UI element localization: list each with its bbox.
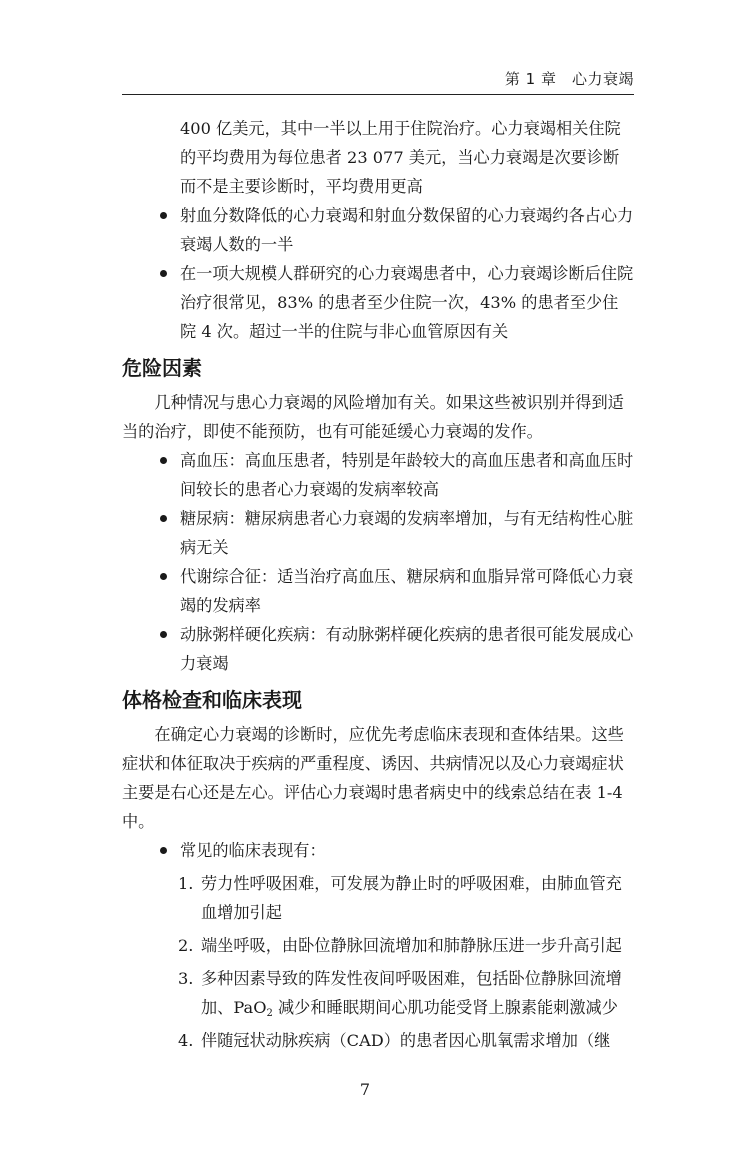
- item-text: 劳力性呼吸困难，可发展为静止时的呼吸困难，由肺血管充血增加引起: [201, 874, 622, 922]
- continued-bullet-text: 400 亿美元，其中一半以上用于住院治疗。心力衰竭相关住院的平均费用为每位患者 23 077 美元，当心力衰竭是次要诊断而不是主要诊断时，平均费用更高: [180, 119, 621, 196]
- bullet-icon: [160, 631, 167, 638]
- list-item: [122, 620, 634, 678]
- list-item: [122, 446, 634, 504]
- item-number: 4.: [178, 1031, 194, 1050]
- list-item-text: 常见的临床表现有：: [180, 841, 326, 860]
- running-header: [122, 64, 634, 95]
- list-item-text: 动脉粥样硬化疾病：有动脉粥样硬化疾病的患者很可能发展成心力衰竭: [180, 625, 634, 673]
- numbered-item: [122, 869, 634, 927]
- bullet-icon: [160, 847, 167, 854]
- list-item-text: 在一项大规模人群研究的心力衰竭患者中，心力衰竭诊断后住院治疗很常见，83% 的患者至少住院一次，43% 的患者至少住院 4 次。超过一半的住院与非心血管原因有关: [180, 264, 634, 341]
- list-item-text: 糖尿病：糖尿病患者心力衰竭的发病率增加，与有无结构性心脏病无关: [180, 509, 634, 557]
- risk-paragraph: 几种情况与患心力衰竭的风险增加有关。如果这些被识别并得到适当的治疗，即使不能预防，也有可能延缓心力衰竭的发作。: [122, 393, 624, 441]
- item-number: 1.: [178, 874, 194, 893]
- risk-bullet-list: [122, 446, 634, 678]
- section-heading-physical-exam: 体格检查和临床表现: [122, 688, 302, 712]
- intro-bullet-list: [122, 201, 634, 346]
- exam-paragraph: 在确定心力衰竭的诊断时，应优先考虑临床表现和查体结果。这些症状和体征取决于疾病的严重程度、诱因、共病情况以及心力衰竭症状主要是右心还是左心。评估心力衰竭时患者病史中的线索总结在表 1-4 中。: [122, 725, 624, 831]
- exam-bullet-list: [122, 836, 634, 865]
- list-item: [122, 562, 634, 620]
- bullet-icon: [160, 270, 167, 277]
- item-text: 伴随冠状动脉疾病（CAD）的患者因心肌氧需求增加（继: [201, 1031, 611, 1050]
- list-item: [122, 836, 634, 865]
- bullet-icon: [160, 457, 167, 464]
- page-number: 7: [359, 1080, 371, 1099]
- item-number: 2.: [178, 936, 194, 955]
- list-item-text: 射血分数降低的心力衰竭和射血分数保留的心力衰竭约各占心力衰竭人数的一半: [180, 206, 634, 254]
- item-text-post: 减少和睡眠期间心肌功能受肾上腺素能刺激减少: [272, 998, 618, 1017]
- item-text: 端坐呼吸，由卧位静脉回流增加和肺静脉压进一步升高引起: [201, 936, 622, 955]
- item-number: 3.: [178, 969, 194, 988]
- bullet-icon: [160, 212, 167, 219]
- subscript: 2: [266, 1008, 273, 1019]
- list-item-text: 高血压：高血压患者，特别是年龄较大的高血压患者和高血压时间较长的患者心力衰竭的发病率较高: [180, 451, 634, 499]
- numbered-item: [122, 931, 634, 960]
- list-item: [122, 201, 634, 259]
- chapter-title: 第 1 章 心力衰竭: [504, 70, 634, 88]
- page-content: [122, 114, 634, 1059]
- item-text-pre: 多种因素导致的阵发性夜间呼吸困难，包括卧位静脉回流增加、PaO: [201, 969, 622, 1017]
- numbered-item: [122, 964, 634, 1022]
- section-heading-risk-factors: 危险因素: [122, 356, 202, 380]
- list-item: [122, 504, 634, 562]
- bullet-icon: [160, 573, 167, 580]
- clinical-findings-list: [122, 869, 634, 1055]
- list-item: [122, 259, 634, 346]
- bullet-icon: [160, 515, 167, 522]
- list-item-text: 代谢综合征：适当治疗高血压、糖尿病和血脂异常可降低心力衰竭的发病率: [180, 567, 634, 615]
- numbered-item: [122, 1026, 634, 1055]
